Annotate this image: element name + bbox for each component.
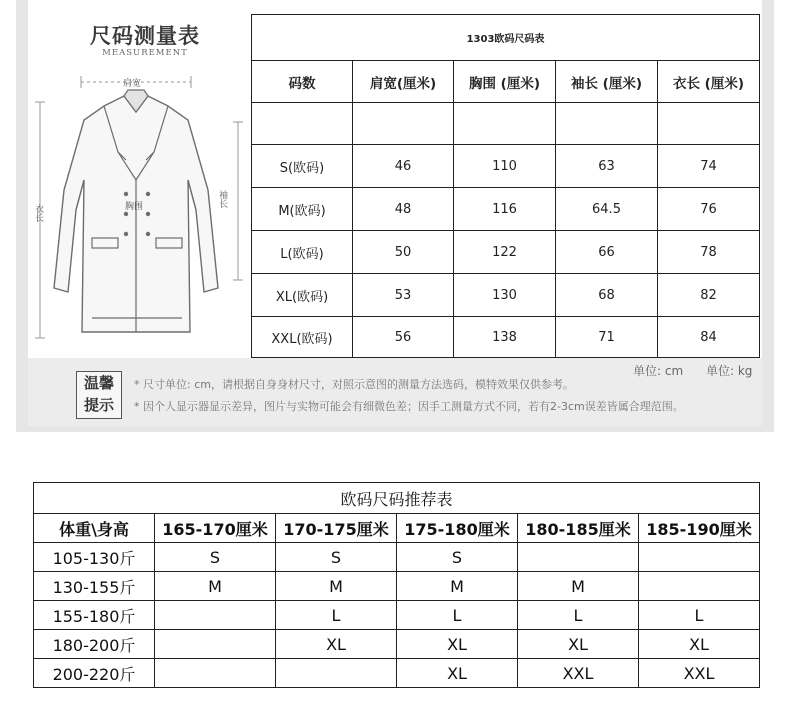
recommend-row bbox=[34, 659, 760, 688]
recommend-row bbox=[34, 630, 760, 659]
size-table-row bbox=[252, 317, 760, 358]
size-cell: 130 bbox=[454, 274, 556, 317]
recommend-cell: L bbox=[639, 601, 760, 630]
size-cell: 53 bbox=[353, 274, 454, 317]
recommend-table bbox=[33, 482, 760, 688]
recommend-cell: S bbox=[276, 543, 397, 572]
size-cell: 71 bbox=[556, 317, 658, 358]
size-cell: XL(欧码) bbox=[252, 274, 353, 317]
recommend-cell bbox=[639, 572, 760, 601]
size-cell: 84 bbox=[658, 317, 760, 358]
recommend-cell: L bbox=[518, 601, 639, 630]
size-cell: 64.5 bbox=[556, 188, 658, 231]
size-cell: 46 bbox=[353, 145, 454, 188]
recommend-cell: XL bbox=[397, 659, 518, 688]
size-cell: 63 bbox=[556, 145, 658, 188]
recommend-cell: S bbox=[155, 543, 276, 572]
recommend-cell: XL bbox=[276, 630, 397, 659]
size-header: 衣长 (厘米) bbox=[658, 61, 760, 103]
recommend-cell: 200-220斤 bbox=[34, 659, 155, 688]
size-table-row bbox=[252, 274, 760, 317]
recommend-cell: XL bbox=[518, 630, 639, 659]
recommend-cell: 130-155斤 bbox=[34, 572, 155, 601]
size-cell: S(欧码) bbox=[252, 145, 353, 188]
size-cell: 76 bbox=[658, 188, 760, 231]
size-cell: 122 bbox=[454, 231, 556, 274]
recommend-cell bbox=[155, 601, 276, 630]
recommend-cell: L bbox=[276, 601, 397, 630]
size-cell: 78 bbox=[658, 231, 760, 274]
size-table-empty-row bbox=[252, 103, 760, 145]
size-table-row bbox=[252, 188, 760, 231]
recommend-table-title: 欧码尺码推荐表 bbox=[34, 483, 760, 514]
recommend-cell: XL bbox=[397, 630, 518, 659]
recommend-cell bbox=[276, 659, 397, 688]
sleeve-label: 袖长 bbox=[217, 190, 227, 208]
shoulder-label: 肩宽 bbox=[123, 79, 142, 89]
tip-note-1: * 尺寸单位: cm，请根据自身身材尺寸，对照示意图的测量方法选码，模特效果仅供参考。 bbox=[134, 378, 574, 391]
size-cell: 110 bbox=[454, 145, 556, 188]
unit-cm: 单位: cm bbox=[633, 364, 684, 378]
size-cell: 116 bbox=[454, 188, 556, 231]
size-cell: 56 bbox=[353, 317, 454, 358]
unit-kg: 单位: kg bbox=[706, 364, 753, 378]
recommend-cell bbox=[518, 543, 639, 572]
size-cell: 50 bbox=[353, 231, 454, 274]
chest-label: 胸围 bbox=[125, 202, 144, 212]
recommend-cell: 105-130斤 bbox=[34, 543, 155, 572]
recommend-row bbox=[34, 543, 760, 572]
measure-title: 尺码测量表 bbox=[90, 23, 200, 48]
tip-note-2: * 因个人显示器显示差异，图片与实物可能会有细微色差；因手工测量方式不同，若有2-3cm误差皆属合理范围。 bbox=[134, 400, 684, 413]
tips-label-line1: 温馨 bbox=[83, 374, 114, 392]
size-cell: 138 bbox=[454, 317, 556, 358]
size-header: 码数 bbox=[252, 61, 353, 103]
size-cell: L(欧码) bbox=[252, 231, 353, 274]
recommend-cell: XXL bbox=[639, 659, 760, 688]
recommend-cell: XL bbox=[639, 630, 760, 659]
recommend-cell bbox=[155, 659, 276, 688]
recommend-header: 180-185厘米 bbox=[518, 514, 639, 543]
recommend-cell bbox=[639, 543, 760, 572]
size-header: 肩宽(厘米) bbox=[353, 61, 454, 103]
size-cell: M(欧码) bbox=[252, 188, 353, 231]
size-cell: 68 bbox=[556, 274, 658, 317]
size-cell: 48 bbox=[353, 188, 454, 231]
recommend-cell: XXL bbox=[518, 659, 639, 688]
size-table-row bbox=[252, 145, 760, 188]
size-table bbox=[251, 14, 760, 358]
size-header: 袖长 (厘米) bbox=[556, 61, 658, 103]
recommend-cell: M bbox=[397, 572, 518, 601]
length-label: 衣长 bbox=[33, 204, 43, 222]
recommend-cell bbox=[155, 630, 276, 659]
tips-label-line2: 提示 bbox=[83, 396, 114, 414]
recommend-header: 体重\身高 bbox=[34, 514, 155, 543]
recommend-header: 175-180厘米 bbox=[397, 514, 518, 543]
size-table-row bbox=[252, 231, 760, 274]
recommend-header: 170-175厘米 bbox=[276, 514, 397, 543]
recommend-cell: 180-200斤 bbox=[34, 630, 155, 659]
size-cell: 74 bbox=[658, 145, 760, 188]
recommend-cell: S bbox=[397, 543, 518, 572]
recommend-row bbox=[34, 601, 760, 630]
tips-label bbox=[76, 371, 122, 419]
size-cell: 66 bbox=[556, 231, 658, 274]
recommend-row bbox=[34, 572, 760, 601]
recommend-cell: M bbox=[276, 572, 397, 601]
recommend-cell: 155-180斤 bbox=[34, 601, 155, 630]
recommend-cell: M bbox=[518, 572, 639, 601]
size-cell: 82 bbox=[658, 274, 760, 317]
measure-subtitle: MEASUREMENT bbox=[102, 48, 188, 58]
size-cell: XXL(欧码) bbox=[252, 317, 353, 358]
recommend-cell: M bbox=[155, 572, 276, 601]
recommend-header: 185-190厘米 bbox=[639, 514, 760, 543]
recommend-cell: L bbox=[397, 601, 518, 630]
recommend-header: 165-170厘米 bbox=[155, 514, 276, 543]
size-table-title: 1303欧码尺码表 bbox=[252, 15, 760, 61]
size-header: 胸围 (厘米) bbox=[454, 61, 556, 103]
